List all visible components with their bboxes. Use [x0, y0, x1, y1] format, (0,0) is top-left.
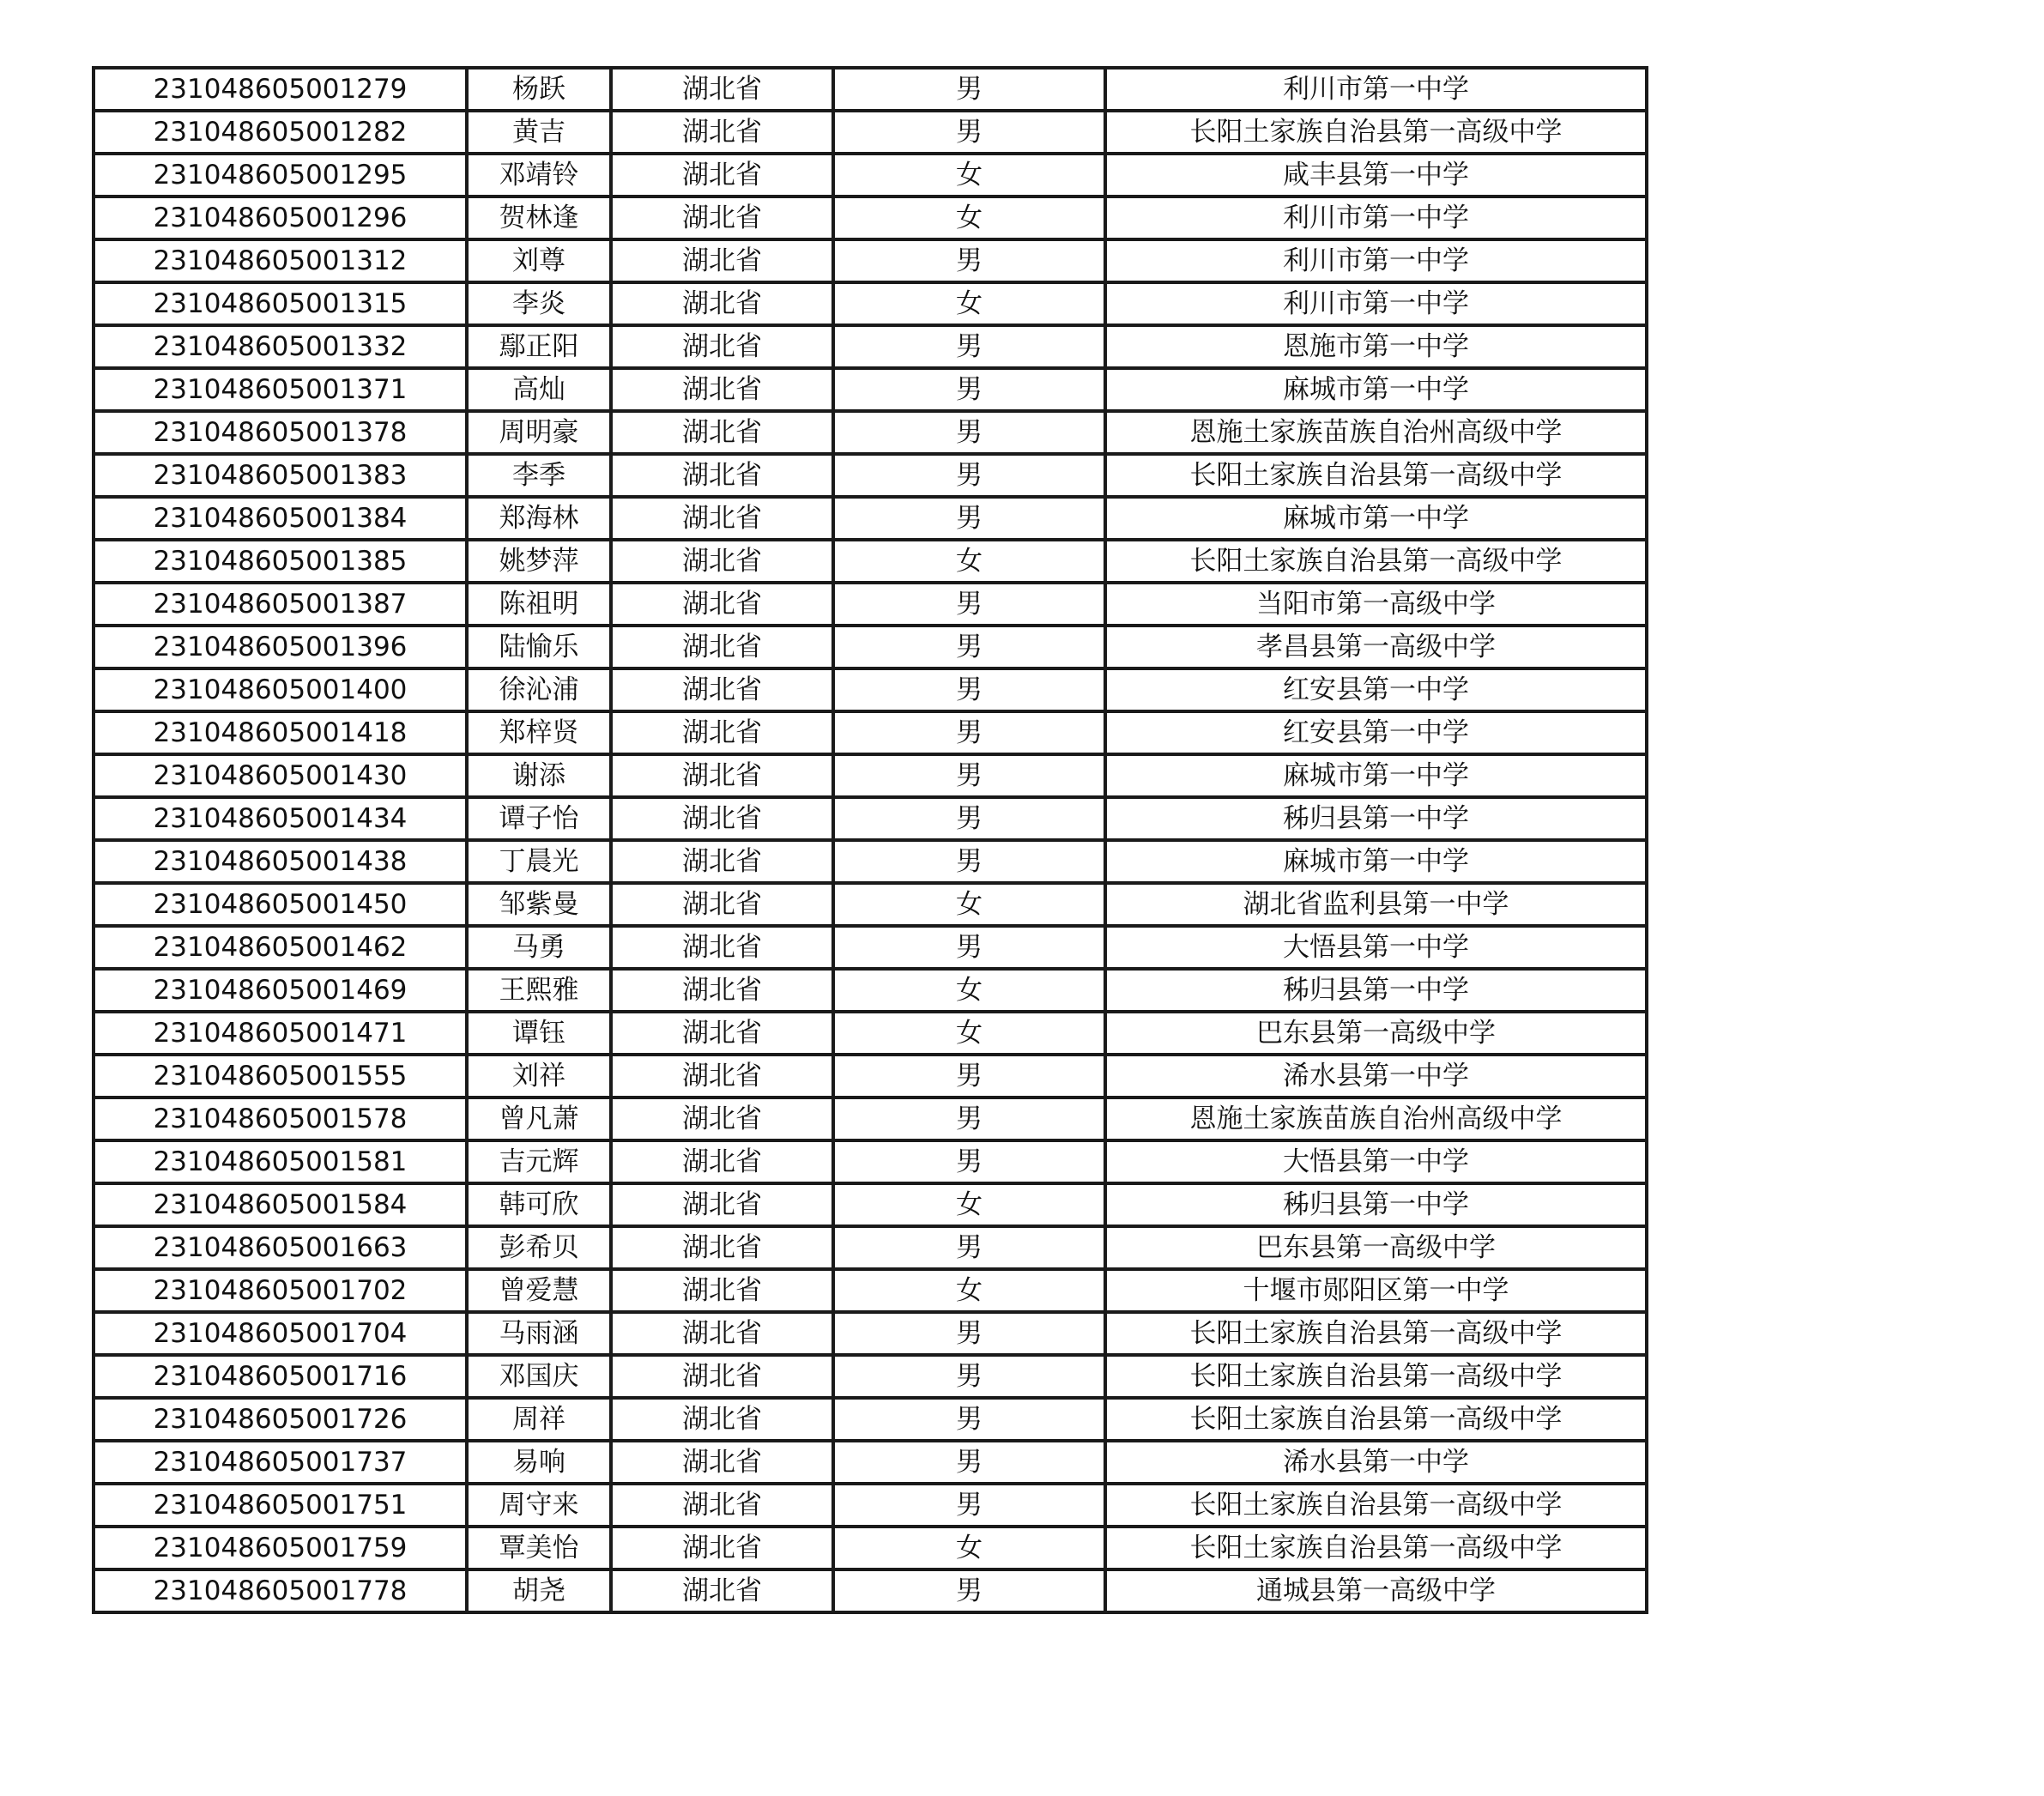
gender-cell: 男 — [833, 1569, 1105, 1612]
school-cell: 红安县第一中学 — [1105, 668, 1647, 711]
school-cell: 孝昌县第一高级中学 — [1105, 626, 1647, 668]
student-name-cell: 周祥 — [467, 1398, 611, 1441]
table-row — [94, 969, 1647, 1012]
exam-number-cell: 231048605001778 — [94, 1569, 467, 1612]
student-name-cell: 丁晨光 — [467, 840, 611, 883]
exam-number-cell: 231048605001296 — [94, 197, 467, 239]
gender-cell: 男 — [833, 711, 1105, 754]
table-row — [94, 454, 1647, 497]
school-cell: 大悟县第一中学 — [1105, 926, 1647, 969]
exam-number-cell: 231048605001469 — [94, 969, 467, 1012]
exam-number-cell: 231048605001383 — [94, 454, 467, 497]
exam-number-cell: 231048605001726 — [94, 1398, 467, 1441]
gender-cell: 男 — [833, 754, 1105, 797]
province-cell: 湖北省 — [611, 68, 833, 111]
exam-number-cell: 231048605001704 — [94, 1312, 467, 1355]
gender-cell: 女 — [833, 883, 1105, 926]
gender-cell: 男 — [833, 368, 1105, 411]
table-row — [94, 1312, 1647, 1355]
student-name-cell: 谭钰 — [467, 1012, 611, 1055]
student-roster-table — [92, 66, 1648, 1614]
roster-sheet — [92, 66, 1648, 1614]
school-cell: 麻城市第一中学 — [1105, 754, 1647, 797]
table-row — [94, 1226, 1647, 1269]
table-row — [94, 540, 1647, 583]
gender-cell: 男 — [833, 239, 1105, 282]
student-name-cell: 徐沁浦 — [467, 668, 611, 711]
table-row — [94, 926, 1647, 969]
exam-number-cell: 231048605001371 — [94, 368, 467, 411]
school-cell: 长阳土家族自治县第一高级中学 — [1105, 111, 1647, 154]
gender-cell: 男 — [833, 583, 1105, 626]
gender-cell: 男 — [833, 68, 1105, 111]
school-cell: 长阳土家族自治县第一高级中学 — [1105, 1484, 1647, 1527]
province-cell: 湖北省 — [611, 411, 833, 454]
school-cell: 红安县第一中学 — [1105, 711, 1647, 754]
province-cell: 湖北省 — [611, 711, 833, 754]
gender-cell: 男 — [833, 797, 1105, 840]
province-cell: 湖北省 — [611, 1012, 833, 1055]
table-row — [94, 1140, 1647, 1183]
exam-number-cell: 231048605001312 — [94, 239, 467, 282]
province-cell: 湖北省 — [611, 1183, 833, 1226]
gender-cell: 男 — [833, 411, 1105, 454]
table-row — [94, 1269, 1647, 1312]
student-name-cell: 马雨涵 — [467, 1312, 611, 1355]
school-cell: 麻城市第一中学 — [1105, 840, 1647, 883]
table-row — [94, 1569, 1647, 1612]
province-cell: 湖北省 — [611, 282, 833, 325]
student-name-cell: 易响 — [467, 1441, 611, 1484]
gender-cell: 男 — [833, 325, 1105, 368]
student-name-cell: 胡尧 — [467, 1569, 611, 1612]
exam-number-cell: 231048605001378 — [94, 411, 467, 454]
table-row — [94, 668, 1647, 711]
province-cell: 湖北省 — [611, 583, 833, 626]
school-cell: 长阳土家族自治县第一高级中学 — [1105, 1312, 1647, 1355]
school-cell: 当阳市第一高级中学 — [1105, 583, 1647, 626]
school-cell: 麻城市第一中学 — [1105, 368, 1647, 411]
table-row — [94, 1055, 1647, 1098]
table-row — [94, 883, 1647, 926]
gender-cell: 男 — [833, 1226, 1105, 1269]
gender-cell: 男 — [833, 1055, 1105, 1098]
student-name-cell: 高灿 — [467, 368, 611, 411]
table-row — [94, 797, 1647, 840]
school-cell: 利川市第一中学 — [1105, 239, 1647, 282]
school-cell: 十堰市郧阳区第一中学 — [1105, 1269, 1647, 1312]
school-cell: 利川市第一中学 — [1105, 197, 1647, 239]
gender-cell: 男 — [833, 668, 1105, 711]
table-row — [94, 411, 1647, 454]
table-row — [94, 111, 1647, 154]
table-row — [94, 325, 1647, 368]
gender-cell: 女 — [833, 1183, 1105, 1226]
school-cell: 秭归县第一中学 — [1105, 969, 1647, 1012]
student-name-cell: 吉元辉 — [467, 1140, 611, 1183]
gender-cell: 男 — [833, 926, 1105, 969]
school-cell: 长阳土家族自治县第一高级中学 — [1105, 540, 1647, 583]
province-cell: 湖北省 — [611, 797, 833, 840]
student-name-cell: 郑梓贤 — [467, 711, 611, 754]
exam-number-cell: 231048605001430 — [94, 754, 467, 797]
province-cell: 湖北省 — [611, 1269, 833, 1312]
province-cell: 湖北省 — [611, 1398, 833, 1441]
student-name-cell: 刘祥 — [467, 1055, 611, 1098]
gender-cell: 男 — [833, 1140, 1105, 1183]
province-cell: 湖北省 — [611, 497, 833, 540]
gender-cell: 女 — [833, 1527, 1105, 1569]
province-cell: 湖北省 — [611, 668, 833, 711]
exam-number-cell: 231048605001400 — [94, 668, 467, 711]
student-name-cell: 马勇 — [467, 926, 611, 969]
student-name-cell: 邓靖铃 — [467, 154, 611, 197]
student-name-cell: 周守来 — [467, 1484, 611, 1527]
table-row — [94, 1355, 1647, 1398]
exam-number-cell: 231048605001282 — [94, 111, 467, 154]
province-cell: 湖北省 — [611, 325, 833, 368]
province-cell: 湖北省 — [611, 1527, 833, 1569]
province-cell: 湖北省 — [611, 840, 833, 883]
table-row — [94, 1527, 1647, 1569]
roster-body — [94, 68, 1647, 1612]
gender-cell: 男 — [833, 1098, 1105, 1140]
school-cell: 利川市第一中学 — [1105, 68, 1647, 111]
table-row — [94, 497, 1647, 540]
exam-number-cell: 231048605001434 — [94, 797, 467, 840]
province-cell: 湖北省 — [611, 239, 833, 282]
school-cell: 恩施市第一中学 — [1105, 325, 1647, 368]
gender-cell: 女 — [833, 282, 1105, 325]
table-row — [94, 68, 1647, 111]
student-name-cell: 陆愉乐 — [467, 626, 611, 668]
student-name-cell: 王熙雅 — [467, 969, 611, 1012]
exam-number-cell: 231048605001462 — [94, 926, 467, 969]
exam-number-cell: 231048605001315 — [94, 282, 467, 325]
student-name-cell: 鄢正阳 — [467, 325, 611, 368]
province-cell: 湖北省 — [611, 1140, 833, 1183]
school-cell: 长阳土家族自治县第一高级中学 — [1105, 1355, 1647, 1398]
gender-cell: 女 — [833, 154, 1105, 197]
school-cell: 浠水县第一中学 — [1105, 1441, 1647, 1484]
table-row — [94, 583, 1647, 626]
exam-number-cell: 231048605001759 — [94, 1527, 467, 1569]
province-cell: 湖北省 — [611, 154, 833, 197]
table-row — [94, 1484, 1647, 1527]
province-cell: 湖北省 — [611, 111, 833, 154]
table-row — [94, 626, 1647, 668]
exam-number-cell: 231048605001279 — [94, 68, 467, 111]
student-name-cell: 杨跃 — [467, 68, 611, 111]
student-name-cell: 李炎 — [467, 282, 611, 325]
student-name-cell: 曾凡萧 — [467, 1098, 611, 1140]
province-cell: 湖北省 — [611, 1098, 833, 1140]
province-cell: 湖北省 — [611, 754, 833, 797]
gender-cell: 男 — [833, 454, 1105, 497]
exam-number-cell: 231048605001584 — [94, 1183, 467, 1226]
gender-cell: 女 — [833, 540, 1105, 583]
gender-cell: 男 — [833, 1441, 1105, 1484]
province-cell: 湖北省 — [611, 540, 833, 583]
exam-number-cell: 231048605001396 — [94, 626, 467, 668]
school-cell: 长阳土家族自治县第一高级中学 — [1105, 1398, 1647, 1441]
province-cell: 湖北省 — [611, 969, 833, 1012]
school-cell: 长阳土家族自治县第一高级中学 — [1105, 1527, 1647, 1569]
gender-cell: 男 — [833, 1484, 1105, 1527]
student-name-cell: 彭希贝 — [467, 1226, 611, 1269]
school-cell: 巴东县第一高级中学 — [1105, 1012, 1647, 1055]
exam-number-cell: 231048605001387 — [94, 583, 467, 626]
province-cell: 湖北省 — [611, 1569, 833, 1612]
exam-number-cell: 231048605001581 — [94, 1140, 467, 1183]
table-row — [94, 197, 1647, 239]
student-name-cell: 陈祖明 — [467, 583, 611, 626]
school-cell: 通城县第一高级中学 — [1105, 1569, 1647, 1612]
exam-number-cell: 231048605001716 — [94, 1355, 467, 1398]
school-cell: 麻城市第一中学 — [1105, 497, 1647, 540]
student-name-cell: 谭子怡 — [467, 797, 611, 840]
table-row — [94, 1183, 1647, 1226]
table-row — [94, 1012, 1647, 1055]
gender-cell: 男 — [833, 1355, 1105, 1398]
student-name-cell: 刘尊 — [467, 239, 611, 282]
table-row — [94, 282, 1647, 325]
table-row — [94, 1441, 1647, 1484]
school-cell: 秭归县第一中学 — [1105, 1183, 1647, 1226]
province-cell: 湖北省 — [611, 1355, 833, 1398]
exam-number-cell: 231048605001438 — [94, 840, 467, 883]
province-cell: 湖北省 — [611, 197, 833, 239]
exam-number-cell: 231048605001555 — [94, 1055, 467, 1098]
student-name-cell: 曾爱慧 — [467, 1269, 611, 1312]
gender-cell: 男 — [833, 626, 1105, 668]
province-cell: 湖北省 — [611, 1441, 833, 1484]
gender-cell: 男 — [833, 1312, 1105, 1355]
province-cell: 湖北省 — [611, 1226, 833, 1269]
province-cell: 湖北省 — [611, 926, 833, 969]
table-row — [94, 840, 1647, 883]
exam-number-cell: 231048605001578 — [94, 1098, 467, 1140]
exam-number-cell: 231048605001385 — [94, 540, 467, 583]
table-row — [94, 368, 1647, 411]
student-name-cell: 黄吉 — [467, 111, 611, 154]
student-name-cell: 韩可欣 — [467, 1183, 611, 1226]
table-row — [94, 154, 1647, 197]
school-cell: 长阳土家族自治县第一高级中学 — [1105, 454, 1647, 497]
exam-number-cell: 231048605001295 — [94, 154, 467, 197]
gender-cell: 女 — [833, 197, 1105, 239]
school-cell: 利川市第一中学 — [1105, 282, 1647, 325]
table-row — [94, 754, 1647, 797]
school-cell: 湖北省监利县第一中学 — [1105, 883, 1647, 926]
exam-number-cell: 231048605001751 — [94, 1484, 467, 1527]
gender-cell: 女 — [833, 1269, 1105, 1312]
province-cell: 湖北省 — [611, 368, 833, 411]
table-row — [94, 1398, 1647, 1441]
school-cell: 咸丰县第一中学 — [1105, 154, 1647, 197]
exam-number-cell: 231048605001702 — [94, 1269, 467, 1312]
student-name-cell: 贺林逢 — [467, 197, 611, 239]
table-row — [94, 1098, 1647, 1140]
exam-number-cell: 231048605001450 — [94, 883, 467, 926]
exam-number-cell: 231048605001471 — [94, 1012, 467, 1055]
school-cell: 秭归县第一中学 — [1105, 797, 1647, 840]
exam-number-cell: 231048605001384 — [94, 497, 467, 540]
student-name-cell: 邓国庆 — [467, 1355, 611, 1398]
student-name-cell: 邹紫曼 — [467, 883, 611, 926]
student-name-cell: 周明豪 — [467, 411, 611, 454]
exam-number-cell: 231048605001418 — [94, 711, 467, 754]
gender-cell: 男 — [833, 1398, 1105, 1441]
gender-cell: 女 — [833, 1012, 1105, 1055]
school-cell: 巴东县第一高级中学 — [1105, 1226, 1647, 1269]
province-cell: 湖北省 — [611, 883, 833, 926]
exam-number-cell: 231048605001663 — [94, 1226, 467, 1269]
student-name-cell: 李季 — [467, 454, 611, 497]
student-name-cell: 郑海林 — [467, 497, 611, 540]
exam-number-cell: 231048605001332 — [94, 325, 467, 368]
province-cell: 湖北省 — [611, 1055, 833, 1098]
school-cell: 恩施土家族苗族自治州高级中学 — [1105, 411, 1647, 454]
province-cell: 湖北省 — [611, 1312, 833, 1355]
gender-cell: 男 — [833, 840, 1105, 883]
province-cell: 湖北省 — [611, 1484, 833, 1527]
gender-cell: 女 — [833, 969, 1105, 1012]
student-name-cell: 姚梦萍 — [467, 540, 611, 583]
school-cell: 浠水县第一中学 — [1105, 1055, 1647, 1098]
gender-cell: 男 — [833, 497, 1105, 540]
province-cell: 湖北省 — [611, 626, 833, 668]
student-name-cell: 覃美怡 — [467, 1527, 611, 1569]
school-cell: 恩施土家族苗族自治州高级中学 — [1105, 1098, 1647, 1140]
student-name-cell: 谢添 — [467, 754, 611, 797]
table-row — [94, 239, 1647, 282]
gender-cell: 男 — [833, 111, 1105, 154]
school-cell: 大悟县第一中学 — [1105, 1140, 1647, 1183]
table-row — [94, 711, 1647, 754]
province-cell: 湖北省 — [611, 454, 833, 497]
exam-number-cell: 231048605001737 — [94, 1441, 467, 1484]
